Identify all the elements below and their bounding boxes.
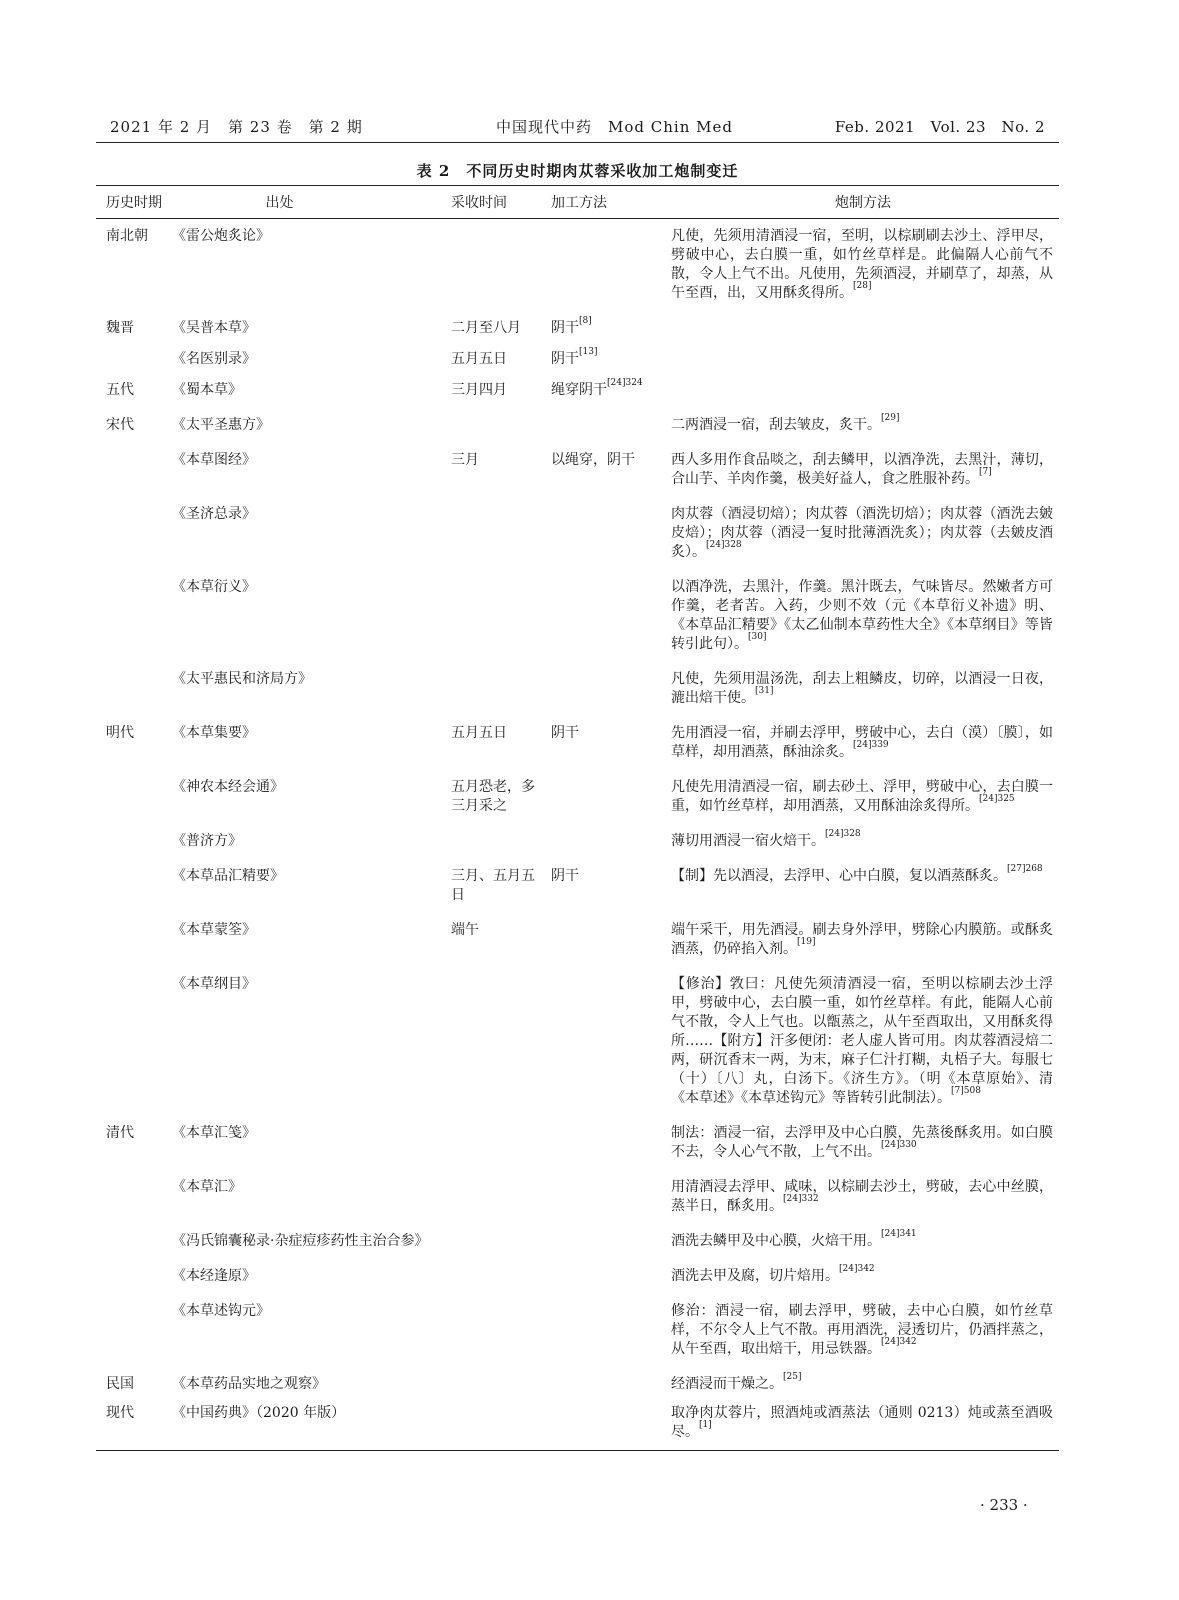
cell-source-text: 《太平圣惠方》 xyxy=(172,417,270,433)
table-row xyxy=(96,770,1059,824)
cell-method xyxy=(667,1402,1059,1451)
cell-period xyxy=(96,1224,168,1259)
cell-processing xyxy=(547,311,667,346)
cell-method xyxy=(667,770,1059,824)
cell-processing xyxy=(547,1367,667,1402)
cell-method-text: 以酒净洗，去黑汁，作羹。黑汁既去，气味皆尽。然嫩者方可作羹，老者苦。入药，少则不效（元《本草衍义补遗》明、《本草品汇精要》《太乙仙制本草药性大全》《本草纲目》等皆转引此句）。 xyxy=(671,579,1053,652)
cell-method-text: 酒洗去甲及腐，切片焙用。 xyxy=(671,1268,839,1284)
table-row xyxy=(96,1294,1059,1367)
cell-period xyxy=(96,346,168,377)
cell-method-text: 薄切用酒浸一宿火焙干。 xyxy=(671,833,825,849)
citation-ref: [24]341 xyxy=(881,1229,917,1239)
cell-method-text: 二两酒浸一宿，刮去皱皮，炙干。 xyxy=(671,417,881,433)
table-row xyxy=(96,913,1059,967)
citation-ref: [27]268 xyxy=(1007,864,1043,874)
cell-source xyxy=(168,497,447,570)
cell-source-text: 《名医别录》 xyxy=(172,351,256,367)
cell-period xyxy=(96,408,168,443)
cell-method-text: 凡使，先须用温汤洗，刮去上粗鳞皮，切碎，以酒浸一日夜，漉出焙干使。 xyxy=(671,671,1053,706)
cell-source xyxy=(168,1224,447,1259)
cell-period-text: 南北朝 xyxy=(106,228,148,244)
cell-source-text: 《本草衍义》 xyxy=(172,579,256,595)
cell-processing-text: 阴干 xyxy=(551,351,579,367)
cell-source xyxy=(168,859,447,913)
table-row xyxy=(96,570,1059,662)
cell-method xyxy=(667,311,1059,346)
cell-processing xyxy=(547,1294,667,1367)
cell-period xyxy=(96,967,168,1116)
cell-method-text: 取净肉苁蓉片，照酒炖或酒蒸法（通则 0213）炖或蒸至酒吸尽。 xyxy=(671,1405,1053,1440)
cell-source xyxy=(168,770,447,824)
cell-harvest-time xyxy=(447,1402,547,1451)
cell-period xyxy=(96,497,168,570)
cell-source xyxy=(168,913,447,967)
cell-source-text: 《本草纲目》 xyxy=(172,976,256,992)
cell-processing xyxy=(547,770,667,824)
cell-source xyxy=(168,377,447,408)
citation-ref: [24]330 xyxy=(881,1140,917,1150)
cell-processing xyxy=(547,1224,667,1259)
cell-method xyxy=(667,377,1059,408)
cell-method-text: 用清酒浸去浮甲、咸味，以棕刷去沙土，劈破，去心中丝膜，蒸半日，酥炙用。 xyxy=(671,1179,1053,1214)
table-row xyxy=(96,859,1059,913)
cell-method xyxy=(667,219,1059,312)
cell-source xyxy=(168,1259,447,1294)
citation-ref: [24]342 xyxy=(839,1264,875,1274)
cell-source-text: 《普济方》 xyxy=(172,833,242,849)
cell-period xyxy=(96,1367,168,1402)
cell-period-text: 五代 xyxy=(106,382,134,398)
cell-period xyxy=(96,443,168,497)
col-header-source: 出处 xyxy=(168,186,447,219)
header-issue-info-en: Feb. 2021 Vol. 23 No. 2 xyxy=(834,118,1045,136)
cell-method xyxy=(667,859,1059,913)
cell-period xyxy=(96,859,168,913)
cell-processing xyxy=(547,570,667,662)
cell-source-text: 《本草汇》 xyxy=(172,1179,242,1195)
cell-source xyxy=(168,967,447,1116)
cell-harvest-time xyxy=(447,913,547,967)
table-row xyxy=(96,967,1059,1116)
cell-harvest-time xyxy=(447,497,547,570)
cell-method xyxy=(667,662,1059,716)
cell-harvest-time xyxy=(447,770,547,824)
table-row xyxy=(96,662,1059,716)
cell-source xyxy=(168,346,447,377)
cell-harvest-time xyxy=(447,716,547,770)
page-number: · 233 · xyxy=(980,1496,1028,1514)
cell-harvest-time xyxy=(447,443,547,497)
cell-method xyxy=(667,570,1059,662)
cell-method-text: 凡使先用清酒浸一宿，刷去砂土、浮甲，劈破中心，去白膜一重，如竹丝草样，却用酒蒸，又用酥油涂炙得所。 xyxy=(671,779,1053,814)
cell-processing xyxy=(547,346,667,377)
cell-harvest-time xyxy=(447,1367,547,1402)
cell-method-text: 西人多用作食品啖之，刮去鳞甲，以酒净洗，去黑汁，薄切，合山芋、羊肉作羹，极美好益人，食之胜服补药。 xyxy=(671,452,1053,487)
cell-harvest-time-text: 端午 xyxy=(451,922,479,938)
cell-method-text: 端午采干，用先酒浸。刷去身外浮甲，劈除心内膜筋。或酥炙酒蒸，仍碎掐入剂。 xyxy=(671,922,1053,957)
table-row xyxy=(96,408,1059,443)
table-row xyxy=(96,824,1059,859)
cell-method xyxy=(667,967,1059,1116)
cell-harvest-time-text: 三月、五月五日 xyxy=(451,868,535,903)
cell-processing xyxy=(547,967,667,1116)
cell-method xyxy=(667,1259,1059,1294)
table-row xyxy=(96,311,1059,346)
cell-source xyxy=(168,570,447,662)
table-caption: 表 2 不同历史时期肉苁蓉采收加工炮制变迁 xyxy=(416,162,739,180)
cell-source-text: 《本草品汇精要》 xyxy=(172,868,284,884)
cell-source xyxy=(168,1402,447,1451)
cell-period-text: 宋代 xyxy=(106,417,134,433)
cell-method xyxy=(667,824,1059,859)
cell-source xyxy=(168,716,447,770)
cell-source-text: 《本草图经》 xyxy=(172,452,256,468)
cell-processing xyxy=(547,377,667,408)
citation-ref: [25] xyxy=(783,1372,802,1382)
table-row xyxy=(96,1367,1059,1402)
cell-source xyxy=(168,219,447,312)
cell-source-text: 《本草述钩元》 xyxy=(172,1303,270,1319)
cell-method-text: 【修治】敩曰：凡使先须清酒浸一宿，至明以棕刷去沙土浮甲，劈破中心，去白膜一重，如竹丝草样。有此，能隔人心前气不散，令人上气也。以甑蒸之，从午至酉取出，又用酥炙得所……【附方】汗多便闭：老人虚人皆可用。肉苁蓉酒浸焙二两，研沉香末一两，为末，麻子仁汁打糊，丸梧子大。每服七（十）〔八〕丸，白汤下。《济生方》。（明《本草原始》、清《本草述》《本草述钩元》等皆转引此制法）。 xyxy=(671,976,1053,1106)
cell-harvest-time xyxy=(447,377,547,408)
cell-method xyxy=(667,1367,1059,1402)
cell-source xyxy=(168,1170,447,1224)
cell-processing xyxy=(547,1116,667,1170)
cell-source xyxy=(168,311,447,346)
cell-source xyxy=(168,1294,447,1367)
cell-method xyxy=(667,346,1059,377)
table-header-row xyxy=(96,186,1059,219)
cell-processing xyxy=(547,1170,667,1224)
cell-period xyxy=(96,311,168,346)
cell-processing-text: 阴干 xyxy=(551,725,579,741)
cell-harvest-time xyxy=(447,311,547,346)
cell-method-text: 酒洗去鳞甲及中心膜，火焙干用。 xyxy=(671,1233,881,1249)
cell-harvest-time xyxy=(447,662,547,716)
cell-period xyxy=(96,1402,168,1451)
running-header xyxy=(96,114,1059,140)
cell-method xyxy=(667,716,1059,770)
cell-processing-text: 阴干 xyxy=(551,320,579,336)
cell-period xyxy=(96,1116,168,1170)
cell-harvest-time xyxy=(447,219,547,312)
citation-ref: [13] xyxy=(579,347,598,357)
cell-period xyxy=(96,716,168,770)
cell-period-text: 魏晋 xyxy=(106,320,134,336)
cell-method xyxy=(667,1224,1059,1259)
cell-period xyxy=(96,1294,168,1367)
cell-processing xyxy=(547,1259,667,1294)
col-header-harvest-time: 采收时间 xyxy=(447,186,547,219)
cell-method-text: 凡使，先须用清酒浸一宿，至明，以棕刷刷去沙土、浮甲尽，劈破中心，去白膜一重，如竹丝草样是。此偏隔人心前气不散，令人上气不出。凡使用，先须酒浸，并刷草了，却蒸，从午至酉，出，又用酥炙得所。 xyxy=(671,228,1053,301)
cell-period xyxy=(96,219,168,312)
cell-harvest-time xyxy=(447,1259,547,1294)
cell-harvest-time-text: 五月五日 xyxy=(451,725,507,741)
cell-processing xyxy=(547,662,667,716)
table-row xyxy=(96,1259,1059,1294)
cell-period-text: 明代 xyxy=(106,725,134,741)
cell-harvest-time xyxy=(447,570,547,662)
cell-source-text: 《本经逢原》 xyxy=(172,1268,256,1284)
cell-period xyxy=(96,1259,168,1294)
cell-harvest-time-text: 五月恐老，多三月采之 xyxy=(451,779,535,814)
cell-processing xyxy=(547,716,667,770)
citation-ref: [28] xyxy=(853,281,872,291)
cell-processing xyxy=(547,913,667,967)
cell-source-text: 《本草集要》 xyxy=(172,725,256,741)
table-row xyxy=(96,1170,1059,1224)
cell-harvest-time xyxy=(447,408,547,443)
cell-harvest-time-text: 五月五日 xyxy=(451,351,507,367)
table-row xyxy=(96,443,1059,497)
cell-source xyxy=(168,824,447,859)
cell-processing xyxy=(547,824,667,859)
cell-harvest-time xyxy=(447,1116,547,1170)
cell-source xyxy=(168,1116,447,1170)
cell-method-text: 修治：酒浸一宿，刷去浮甲，劈破，去中心白膜，如竹丝草样，不尔令人上气不散。再用酒洗，浸透切片，仍酒拌蒸之，从午至酉，取出焙干，用忌铁器。 xyxy=(671,1303,1053,1357)
citation-ref: [19] xyxy=(797,937,816,947)
cell-source xyxy=(168,408,447,443)
cell-source-text: 《圣济总录》 xyxy=(172,506,256,522)
cell-method xyxy=(667,1116,1059,1170)
cell-source-text: 《本草药品实地之观察》 xyxy=(172,1376,326,1392)
cell-source-text: 《冯氏锦囊秘录·杂症痘疹药性主治合参》 xyxy=(172,1233,429,1249)
cell-source-text: 《雷公炮炙论》 xyxy=(172,228,270,244)
cell-harvest-time-text: 三月四月 xyxy=(451,382,507,398)
cell-method-text: 经酒浸而干燥之。 xyxy=(671,1376,783,1392)
cell-processing xyxy=(547,219,667,312)
cell-method-text: 【制】先以酒浸，去浮甲、心中白膜，复以酒蒸酥炙。 xyxy=(671,868,1007,884)
cell-method xyxy=(667,443,1059,497)
cell-method xyxy=(667,1294,1059,1367)
header-rule xyxy=(96,142,1059,143)
table-row xyxy=(96,377,1059,408)
cell-processing xyxy=(547,497,667,570)
cell-period xyxy=(96,1170,168,1224)
citation-ref: [24]325 xyxy=(979,794,1015,804)
table-row xyxy=(96,346,1059,377)
table-row xyxy=(96,1116,1059,1170)
citation-ref: [30] xyxy=(748,632,767,642)
cell-source-text: 《吴普本草》 xyxy=(172,320,256,336)
cell-harvest-time xyxy=(447,346,547,377)
cell-processing xyxy=(547,443,667,497)
citation-ref: [1] xyxy=(699,1420,712,1430)
cell-period-text: 现代 xyxy=(106,1405,134,1421)
cell-method-text: 肉苁蓉（酒浸切焙）；肉苁蓉（酒洗切焙）；肉苁蓉（酒洗去皴皮焙）；肉苁蓉（酒浸一复时批薄酒洗炙）；肉苁蓉（去皴皮酒炙）。 xyxy=(671,506,1053,560)
cell-source-text: 《本草汇笺》 xyxy=(172,1125,256,1141)
citation-ref: [7] xyxy=(979,467,992,477)
cell-period xyxy=(96,824,168,859)
citation-ref: [31] xyxy=(755,686,774,696)
cell-method xyxy=(667,408,1059,443)
cell-period xyxy=(96,913,168,967)
table-row xyxy=(96,1402,1059,1451)
cell-harvest-time xyxy=(447,1224,547,1259)
citation-ref: [24]342 xyxy=(881,1337,917,1347)
header-issue-info: 2021 年 2 月 第 23 卷 第 2 期 xyxy=(110,118,363,136)
cell-harvest-time xyxy=(447,1170,547,1224)
citation-ref: [24]324 xyxy=(607,378,643,388)
citation-ref: [24]328 xyxy=(706,540,742,550)
cell-harvest-time-text: 二月至八月 xyxy=(451,320,521,336)
cell-method-text: 先用酒浸一宿，并刷去浮甲，劈破中心，去白（漠）〔膜〕，如草样，却用酒蒸，酥油涂炙。 xyxy=(671,725,1053,760)
table-row xyxy=(96,1224,1059,1259)
cell-source-text: 《本草蒙筌》 xyxy=(172,922,256,938)
table-row xyxy=(96,497,1059,570)
cell-period xyxy=(96,770,168,824)
col-header-period: 历史时期 xyxy=(96,186,168,219)
col-header-method: 炮制方法 xyxy=(667,186,1059,219)
cell-method xyxy=(667,497,1059,570)
citation-ref: [24]328 xyxy=(825,829,861,839)
cell-source xyxy=(168,1367,447,1402)
cell-harvest-time xyxy=(447,1294,547,1367)
citation-ref: [24]332 xyxy=(783,1194,819,1204)
cell-source-text: 《中国药典》（2020 年版） xyxy=(172,1405,346,1421)
cell-method xyxy=(667,913,1059,967)
table-row xyxy=(96,716,1059,770)
cell-processing-text: 阴干 xyxy=(551,868,579,884)
cell-source xyxy=(168,662,447,716)
cell-period xyxy=(96,377,168,408)
cell-source-text: 《蜀本草》 xyxy=(172,382,242,398)
cell-harvest-time xyxy=(447,859,547,913)
cell-method-text: 制法：酒浸一宿，去浮甲及中心白膜，先蒸後酥炙用。如白膜不去，令人心气不散，上气不出。 xyxy=(671,1125,1053,1160)
cell-source-text: 《太平惠民和济局方》 xyxy=(172,671,312,687)
processing-history-table xyxy=(96,185,1059,1451)
cell-processing-text: 绳穿阴干 xyxy=(551,382,607,398)
cell-harvest-time-text: 三月 xyxy=(451,452,479,468)
table-row xyxy=(96,219,1059,312)
cell-harvest-time xyxy=(447,824,547,859)
cell-processing-text: 以绳穿，阴干 xyxy=(551,452,635,468)
cell-processing xyxy=(547,408,667,443)
citation-ref: [8] xyxy=(579,316,592,326)
col-header-processing: 加工方法 xyxy=(547,186,667,219)
header-journal-title: 中国现代中药 Mod Chin Med xyxy=(496,118,733,136)
cell-period xyxy=(96,662,168,716)
cell-period xyxy=(96,570,168,662)
citation-ref: [24]339 xyxy=(853,740,889,750)
cell-source xyxy=(168,443,447,497)
citation-ref: [7]508 xyxy=(951,1086,981,1096)
cell-processing xyxy=(547,859,667,913)
cell-source-text: 《神农本经会通》 xyxy=(172,779,284,795)
cell-period-text: 清代 xyxy=(106,1125,134,1141)
citation-ref: [29] xyxy=(881,413,900,423)
cell-period-text: 民国 xyxy=(106,1376,134,1392)
cell-harvest-time xyxy=(447,967,547,1116)
cell-processing xyxy=(547,1402,667,1451)
cell-method xyxy=(667,1170,1059,1224)
